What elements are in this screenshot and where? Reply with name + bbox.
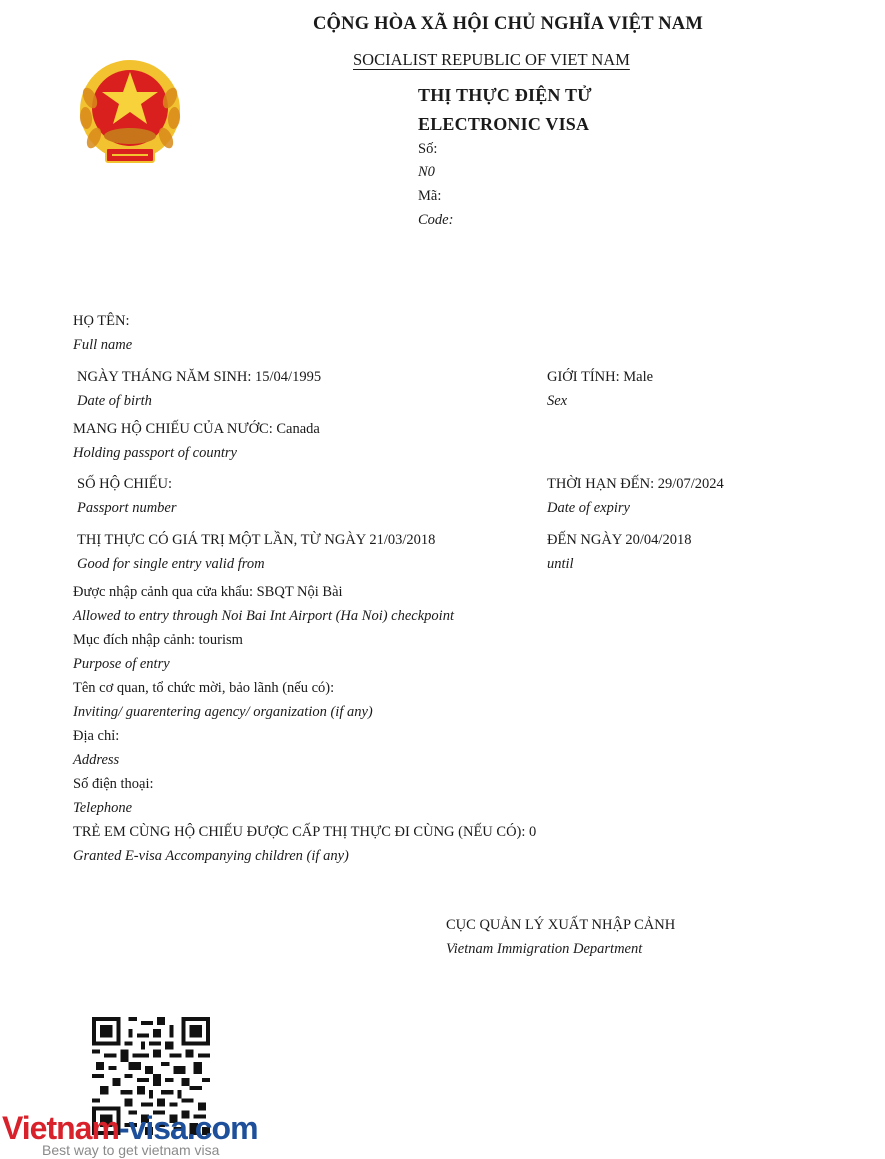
address-label-en: Address: [73, 752, 120, 768]
agency-label: Tên cơ quan, tổ chức mời, bảo lãnh (nếu có):: [73, 680, 335, 696]
visa-title-en: ELECTRONIC VISA: [418, 114, 590, 134]
dob-label-en: Date of birth: [77, 393, 152, 409]
watermark-brand: Vietnam-visa.com: [2, 1110, 258, 1146]
issuer-vi: CỤC QUẢN LÝ XUẤT NHẬP CẢNH: [446, 917, 676, 933]
dob-label: NGÀY THÁNG NĂM SINH: 15/04/1995: [77, 369, 322, 385]
valid-from-label: THỊ THỰC CÓ GIÁ TRỊ MỘT LẦN, TỪ NGÀY 21/03/2018: [77, 532, 436, 548]
number-label-en: N0: [418, 164, 435, 180]
agency-label-en: Inviting/ guarentering agency/ organization (if any): [73, 704, 373, 720]
expiry-label: THỜI HẠN ĐẾN: 29/07/2024: [547, 476, 724, 492]
country-label-en: Holding passport of country: [73, 445, 237, 461]
number-label-vi: Số:: [418, 141, 438, 157]
sex-label: GIỚI TÍNH: Male: [547, 369, 654, 385]
country-title-en: SOCIALIST REPUBLIC OF VIET NAM: [353, 50, 630, 69]
phone-label-en: Telephone: [73, 800, 133, 816]
country-title-vi: CỘNG HÒA XÃ HỘI CHỦ NGHĨA VIỆT NAM: [313, 14, 704, 34]
purpose-label-en: Purpose of entry: [73, 656, 170, 672]
phone-label: Số điện thoại:: [73, 776, 154, 792]
full-name-label: HỌ TÊN:: [73, 313, 130, 329]
watermark-tagline: Best way to get vietnam visa: [42, 1142, 220, 1158]
purpose-label: Mục đích nhập cảnh: tourism: [73, 632, 243, 648]
sex-label-en: Sex: [547, 393, 568, 409]
visa-title-vi: THỊ THỰC ĐIỆN TỬ: [418, 85, 592, 105]
country-label: MANG HỘ CHIẾU CỦA NƯỚC: Canada: [73, 421, 320, 437]
checkpoint-label: Được nhập cảnh qua cửa khẩu: SBQT Nội Bài: [73, 584, 343, 600]
children-label-en: Granted E-visa Accompanying children (if any): [73, 848, 349, 864]
passport-label: SỐ HỘ CHIẾU:: [77, 476, 173, 492]
code-label-vi: Mã:: [418, 188, 442, 204]
passport-label-en: Passport number: [77, 500, 177, 516]
expiry-label-en: Date of expiry: [547, 500, 630, 516]
checkpoint-label-en: Allowed to entry through Noi Bai Int Airport (Ha Noi) checkpoint: [73, 608, 454, 624]
watermark-logo: [0, 1110, 330, 1159]
valid-until-label: ĐẾN NGÀY 20/04/2018: [547, 532, 692, 548]
national-emblem-icon: [76, 58, 184, 170]
code-label-en: Code:: [418, 212, 454, 228]
valid-from-label-en: Good for single entry valid from: [77, 556, 265, 572]
full-name-label-en: Full name: [73, 337, 133, 353]
children-label: TRẺ EM CÙNG HỘ CHIẾU ĐƯỢC CẤP THỊ THỰC ĐI CÙNG (NẾU CÓ): 0: [73, 824, 537, 840]
address-label: Địa chỉ:: [73, 728, 120, 744]
valid-until-label-en: until: [547, 556, 574, 572]
issuer-en: Vietnam Immigration Department: [446, 941, 643, 957]
